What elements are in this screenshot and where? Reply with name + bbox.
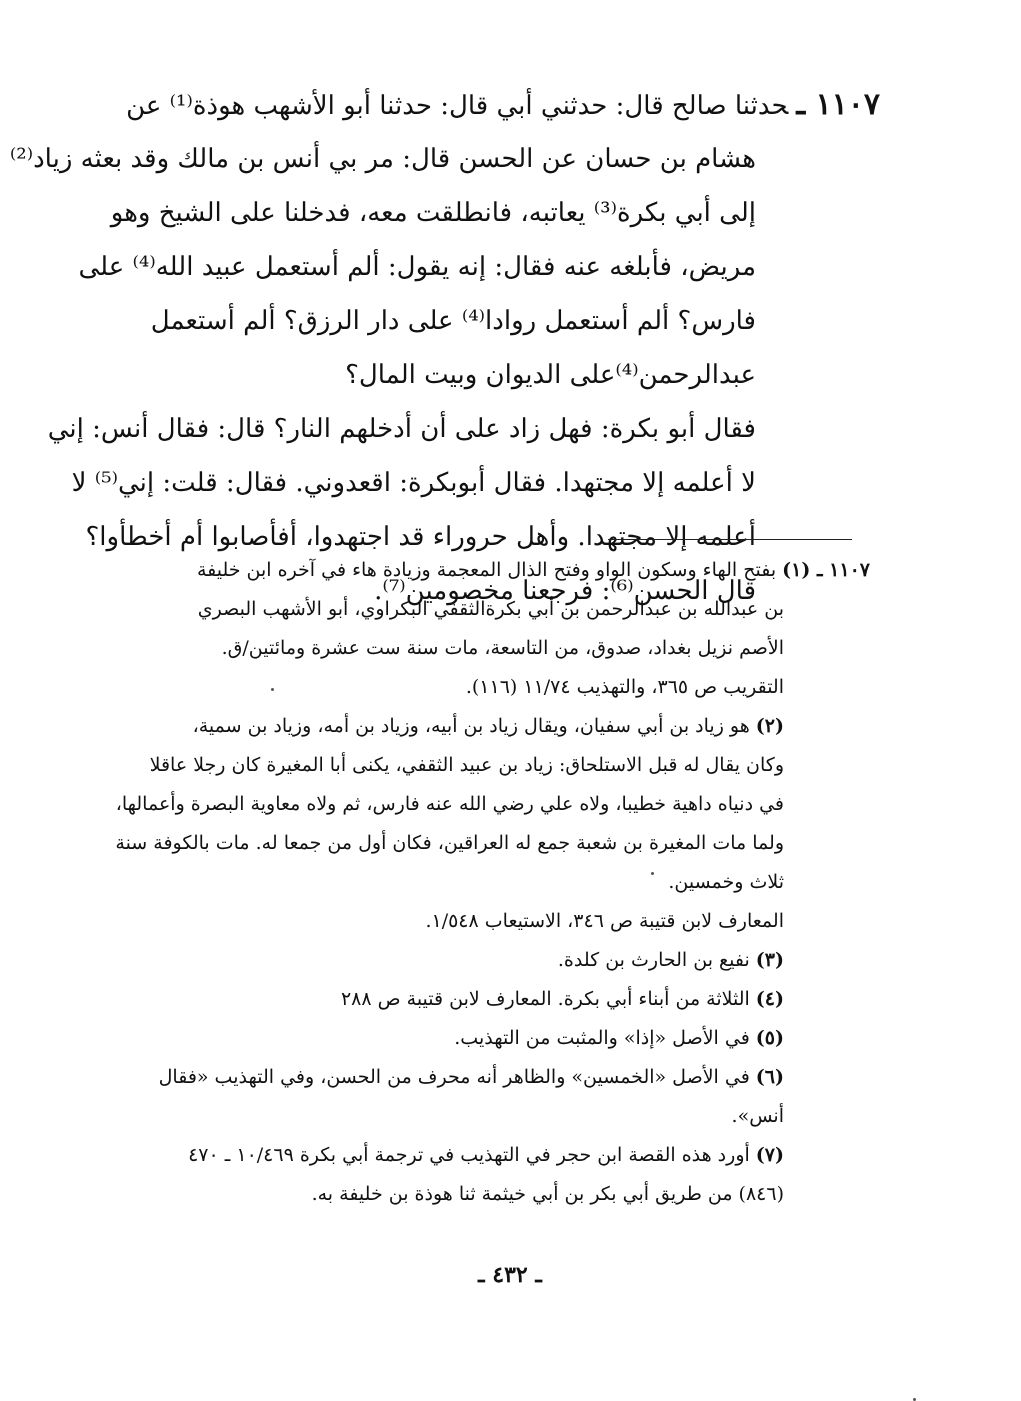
scan-speck: [271, 688, 274, 691]
footnote-line: التقريب ص ٣٦٥، والتهذيب ١١/٧٤ (١١٦).: [465, 676, 784, 698]
hadith-line: مريض، فأبلغه عنه فقال: إنه يقول: ألم أستعمل عبيد الله⁽⁴⁾ على: [78, 252, 756, 282]
footnote-line: الأصم نزيل بغداد، صدوق، من التاسعة، مات سنة ست عشرة ومائتين/ق.: [221, 637, 784, 659]
footnote-number: (٣): [755, 949, 784, 971]
footnote-number: (٦): [755, 1066, 784, 1088]
footnote-6: (٦)في الأصل «الخمسين» والظاهر أنه محرف من الحسن، وفي التهذيب «فقال: [158, 1066, 784, 1088]
footnote-5: (٥)في الأصل «إذا» والمثبت من التهذيب.: [454, 1027, 784, 1049]
footnote-7: (٧)أورد هذه القصة ابن حجر في التهذيب في ترجمة أبي بكرة ١٠/٤٦٩ ـ ٤٧٠: [188, 1144, 784, 1166]
hadith-line: فقال أبو بكرة: فهل زاد على أن أدخلهم النار؟ قال: فقال أنس: إني: [47, 414, 756, 444]
footnote-number: (٢): [755, 715, 784, 737]
footnote-2: (٢)هو زياد بن أبي سفيان، ويقال زياد بن أبيه، وزياد بن أمه، وزياد بن سمية،: [192, 715, 784, 737]
footnote-3: (٣)نفيع بن الحارث بن كلدة.: [557, 949, 784, 971]
footnotes: [115, 551, 870, 1214]
footnote-line: أنس».: [731, 1105, 784, 1127]
footnote-4: (٤)الثلاثة من أبناء أبي بكرة. المعارف لابن قتيبة ص ٢٨٨: [340, 988, 784, 1010]
footnote-line: في دنياه داهية خطيبا، ولاه علي رضي الله عنه فارس، ثم ولاه معاوية البصرة وأعمالها،: [115, 793, 784, 815]
footnote-line: (٨٤٦) من طريق أبي بكر بن أبي خيثمة ثنا هوذة بن خليفة به.: [311, 1183, 784, 1205]
hadith-number: ١١٠٧ ـ: [796, 87, 880, 122]
hadith-line: فارس؟ ألم أستعمل روادا⁽⁴⁾ على دار الرزق؟ ألم أستعمل: [150, 306, 756, 336]
hadith-line: ١١٠٧ ـحدثنا صالح قال: حدثني أبي قال: حدثنا أبو الأشهب هوذة⁽¹⁾ عن: [126, 87, 880, 122]
hadith-line: لا أعلمه إلا مجتهدا. فقال أبوبكرة: اقعدوني. فقال: قلت: إني⁽⁵⁾ لا: [71, 468, 756, 498]
page-number: ـ ٤٣٢ ـ: [478, 1262, 542, 1288]
footnote-number: ١١٠٧ ـ (١): [782, 559, 870, 581]
footnote-1: ١١٠٧ ـ (١)بفتح الهاء وسكون الواو وفتح الذال المعجمة وزيادة هاء في آخره ابن خليفة: [196, 559, 870, 581]
scan-speck: [651, 872, 654, 875]
footnote-number: (٤): [755, 988, 784, 1010]
footnote-divider: [608, 539, 852, 540]
footnote-line: بن عبدالله بن عبدالرحمن بن أبي بكرةالثقفي البكراوي، أبو الأشهب البصري: [197, 598, 784, 620]
footnote-number: (٥): [755, 1027, 784, 1049]
hadith-line: إلى أبي بكرة⁽³⁾ يعاتبه، فانطلقت معه، فدخلنا على الشيخ وهو: [110, 198, 756, 228]
hadith-line: عبدالرحمن⁽⁴⁾على الديوان وبيت المال؟: [345, 360, 756, 390]
hadith-text: [9, 78, 880, 618]
footnote-line: ولما مات المغيرة بن شعبة جمع له العراقين، فكان أول من جمعا له. مات بالكوفة سنة: [115, 832, 784, 854]
hadith-line: هشام بن حسان عن الحسن قال: مر بي أنس بن مالك وقد بعثه زياد⁽²⁾: [9, 144, 756, 174]
hadith-line: قال الحسن⁽⁶⁾: فرجعنا مخصومين⁽⁷⁾.: [374, 576, 756, 606]
hadith-line: أعلمه إلا مجتهدا. وأهل حروراء قد اجتهدوا، أفأصابوا أم أخطأوا؟: [85, 522, 756, 552]
footnote-number: (٧): [755, 1144, 784, 1166]
footnote-line: ثلاث وخمسين.: [668, 871, 784, 893]
footnote-source: المعارف لابن قتيبة ص ٣٤٦، الاستيعاب ١/٥٤٨.: [425, 910, 784, 932]
footnote-line: وكان يقال له قبل الاستلحاق: زياد بن عبيد الثقفي، يكنى أبا المغيرة كان رجلا عاقلا: [149, 754, 784, 776]
